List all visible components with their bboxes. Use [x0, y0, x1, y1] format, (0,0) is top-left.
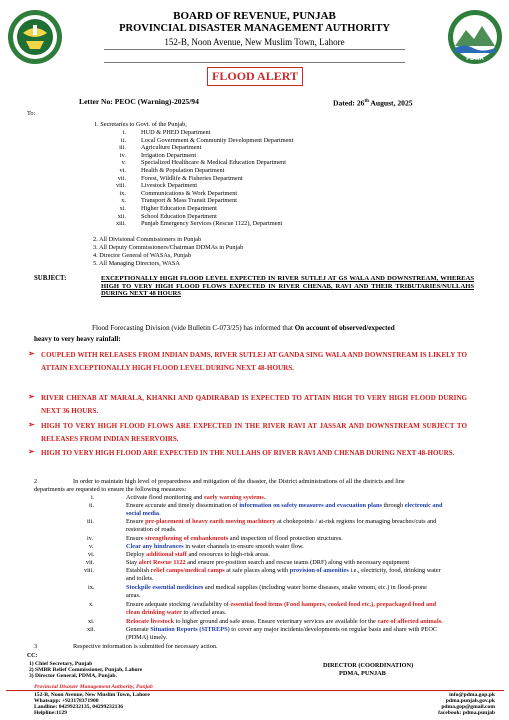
measure-vii — [126, 559, 409, 567]
letter-number: Letter No: PEOC (Warning)-2025/94 — [79, 97, 199, 106]
measure-ix — [126, 584, 427, 592]
measure-text: at chokepoints / at-risk regions for managing breaches/cuts and — [275, 518, 437, 525]
measure-text: Generate — [126, 626, 151, 633]
measure-i — [126, 494, 265, 502]
measure-highlight: essential food items (Food hampers, cooked food etc.), prepackaged food and — [230, 601, 437, 608]
recipient-md-wasa: 5. All Managing Directors, WASA — [93, 260, 180, 267]
measure-text: Ensure accurate and timely dissemination of — [126, 502, 240, 509]
department-name: HUD & PHED Department — [141, 129, 211, 136]
measure-number: xi. — [88, 618, 95, 625]
flood-alert-title: FLOOD ALERT — [207, 67, 303, 86]
alert-nullahs: HIGH TO VERY HIGH FLOOD ARE EXPECTED IN THE NULLAHS OF RIVER RAVI AND CHENAB DURING NEXT 48-HOURS. — [41, 449, 455, 457]
measure-ii-cont — [126, 510, 161, 518]
department-name: School Education Department — [141, 212, 217, 220]
measure-number: i. — [91, 494, 95, 501]
measure-text: Activate flood monitoring and — [126, 494, 204, 501]
measure-number: viii. — [84, 567, 94, 574]
cc-item: 2) SMBR Relief Commissioner, Punjab, Lahore — [29, 667, 143, 673]
measure-text: i.e., electricity, food, drinking water — [348, 567, 441, 574]
department-number: iii. — [119, 144, 126, 152]
cc-label: CC: — [27, 653, 38, 659]
footer-org: Provincial Disaster Management Authority, Punjab — [34, 684, 153, 690]
org-title-pdma: PROVINCIAL DISASTER MANAGEMENT AUTHORITY — [119, 23, 390, 34]
department-number: vii. — [117, 174, 126, 182]
intro-bold-2: heavy to very heavy rainfall: — [34, 335, 121, 343]
measure-number: iii. — [87, 518, 94, 525]
footer-helpline: Helpline:1129 — [34, 710, 67, 716]
intro-bold-1: On account of observed/expected — [294, 324, 395, 332]
department-number: v. — [121, 159, 126, 167]
para-2-line-2: departments are requested to ensure the following measures: — [34, 486, 187, 493]
measure-viii-cont: and toilets. — [126, 575, 154, 582]
measure-text: Ensure adequate stocking /availability of — [126, 601, 231, 608]
alert-chenab: RIVER CHENAB AT MARALA, KHANKI AND QADIRABAD IS EXPECTED TO ATTAIN HIGH TO VERY HIGH FLOOD DURING NEXT 36 HOURS. — [41, 394, 467, 415]
footer-facebook-link[interactable]: facebook: pdma.punjab — [438, 710, 495, 716]
letter-date — [333, 98, 413, 107]
department-number: viii. — [116, 182, 126, 190]
header-address: 152-B, Noon Avenue, New Muslim Town, Lahore — [164, 37, 345, 47]
department-name: Specialized Healthcare & Medical Education Department — [141, 159, 286, 167]
department-name: Livestock Department — [141, 182, 198, 190]
measure-text: and medical supplies (including water borne diseases, snake venom, etc.) in flood-prone — [203, 584, 427, 591]
measure-iii-cont: restoration of roads. — [126, 526, 177, 533]
department-name: Communications & Work Department — [141, 189, 238, 197]
department-number: x. — [121, 197, 126, 205]
measure-highlight: electronic and — [404, 502, 443, 509]
subject-text: EXCEPTIONALLY HIGH FLOOD LEVEL EXPECTED IN RIVER SUTLEJ AT GS WALA AND DOWNSTREAM, WHEREAS HIGH TO VERY HIGH FLOOD FLOWS EXPECTED IN RIVER CHENAB, RAVI AND THEIR TRIBUTARIES/NULLAHS DURING NEXT 48 HOURS — [101, 275, 474, 298]
measure-x — [126, 601, 436, 609]
measure-text: to affected areas. — [181, 609, 227, 616]
measure-number: iv. — [87, 535, 94, 542]
measure-highlight: alert Rescue 1122 — [138, 559, 186, 566]
date-suffix: August, 2025 — [368, 98, 413, 108]
measure-number: x. — [89, 601, 94, 608]
department-name: Local Government & Community Development Department — [141, 136, 294, 144]
arrow-icon: ➢ — [28, 447, 35, 456]
measure-xi — [126, 618, 443, 626]
para-3-number: 3 — [34, 643, 38, 650]
department-number: xi. — [119, 205, 126, 212]
footer-address: 152-B, Noon Avenue, New Muslim Town, Lahore — [34, 692, 150, 698]
department-number: iv. — [119, 151, 126, 159]
measure-text: and inspection of flood protection structures. — [228, 535, 343, 542]
measure-text: and resources to high-risk areas. — [186, 551, 270, 558]
measure-highlight: relief camps/medical camps — [150, 567, 225, 574]
department-number: i. — [122, 129, 126, 136]
to-label: To: — [27, 110, 36, 117]
signatory-title: DIRECTOR (COORDINATION) — [323, 662, 414, 669]
measure-number: vi. — [88, 551, 95, 558]
department-name: Health & Population Department — [141, 167, 225, 174]
subject-label: SUBJECT: — [34, 275, 67, 282]
measure-text: and ensure pre-position search and rescue teams (DRF) along with necessary equipment — [185, 559, 410, 566]
measure-highlight: information on safety measures and evacuation plans — [239, 502, 382, 509]
arrow-icon: ➢ — [28, 392, 35, 401]
measure-xii — [126, 626, 437, 634]
alert-ravi: HIGH TO VERY HIGH FLOOD FLOWS ARE EXPECTED IN THE RIVER RAVI AT JASSAR AND DOWNSTREAM SUBJECT TO RELEASES FROM INDIAN RESERVOIRS. — [41, 422, 467, 443]
arrow-icon: ➢ — [28, 349, 35, 358]
measure-xii-cont: (PDMA) timely. — [126, 634, 168, 641]
measure-highlight: care of affected animals. — [377, 618, 443, 625]
para-3-text: Respective information is submitted for necessary action. — [73, 643, 218, 650]
pdma-logo — [446, 8, 504, 66]
measure-vi — [126, 551, 270, 559]
measure-highlight: clean drinking water — [126, 609, 182, 616]
measure-highlight: early warning systems. — [204, 494, 266, 501]
cc-item: 1) Chief Secretary, Punjab — [29, 661, 93, 667]
measure-text: Ensure — [126, 535, 146, 542]
footer-website-link[interactable]: pdma.punjab.gov.pk — [445, 698, 495, 704]
measure-highlight: strengthening of embankments — [145, 535, 229, 542]
measure-highlight: additional staff — [146, 551, 187, 558]
measure-number: xii. — [87, 626, 96, 633]
measure-number: v. — [89, 543, 94, 550]
measure-number: vii. — [86, 559, 95, 566]
department-number: ii. — [120, 136, 126, 144]
department-number: ix. — [119, 189, 126, 197]
measure-iii — [126, 518, 436, 526]
measure-text: Stay — [126, 559, 139, 566]
date-prefix: Dated: 26 — [333, 98, 365, 108]
para-2-number: 2 — [34, 478, 38, 485]
footer-email-link[interactable]: info@pdma.gop.pk — [449, 692, 495, 698]
intro-plain: Flood Forecasting Division (vide Bulletin C-073/25) has informed that — [92, 324, 295, 332]
footer-gmail-link[interactable]: pdma.gop@gmail.com — [441, 704, 495, 710]
department-name: Punjab Emergency Services (Rescue 1122), Department — [141, 220, 283, 228]
department-number: xii. — [117, 212, 126, 220]
footer-landline: Landline: 04299232135, 04299232136 — [34, 704, 124, 710]
measure-text: in water channels to ensure smooth water flow. — [183, 543, 304, 550]
measure-text: at safe places along with — [224, 567, 290, 574]
measure-iv — [126, 535, 343, 543]
measure-ii — [126, 502, 443, 510]
footer-divider — [6, 690, 504, 691]
measure-ix-cont: areas. — [126, 592, 141, 599]
measure-text: Establish — [126, 567, 151, 574]
footer-whatsapp: Whatsapp: +923178371900 — [34, 698, 99, 704]
measure-text: to higher ground and safe areas. Ensure veterinary services are available for the — [174, 618, 378, 625]
measure-highlight: Situation Reports (SITREPS) — [150, 626, 230, 633]
recipient-dg-wasa: 4. Director General of WASAs, Punjab — [93, 252, 191, 259]
para-2-line-1: In order to maintain high level of preparedness and mitigation of the disaster, the District administrations of all the districts and line — [73, 478, 405, 485]
cc-item: 3) Director General, PDMA, Punjab. — [29, 673, 117, 679]
department-name: Irrigation Department — [141, 151, 197, 159]
measure-text: Deploy — [126, 551, 147, 558]
department-name: Higher Education Department — [141, 205, 217, 212]
measure-highlight: provision of amenities — [289, 567, 349, 574]
measure-viii — [126, 567, 441, 575]
measure-highlight: social media — [126, 510, 160, 517]
department-name: Agriculture Department — [141, 144, 202, 152]
measure-highlight: pre-placement of heavy earth moving machinery — [145, 518, 276, 525]
org-title-board: BOARD OF REVENUE, PUNJAB — [173, 10, 336, 22]
department-number: xiii. — [116, 220, 126, 228]
measure-text: Ensure — [126, 518, 146, 525]
department-name: Transport & Mass Transit Department — [141, 197, 237, 205]
pdma-logo-text: PDMA — [466, 56, 484, 62]
measure-highlight: Stockpile essential medicines — [126, 584, 204, 591]
measure-highlight: Clear any hindrances — [126, 543, 184, 550]
department-name: Forest, Wildlife & Fisheries Department — [141, 174, 243, 182]
measure-text: to cover any major incidents/developments on regular basis and share with PEOC — [229, 626, 438, 633]
date-sup: th — [364, 99, 369, 104]
measure-number: ii. — [89, 502, 95, 509]
arrow-icon: ➢ — [28, 420, 35, 429]
department-number: vi. — [119, 167, 126, 174]
measure-text: . — [159, 510, 161, 517]
recipient-commissioners: 2. All Divisional Commissioners in Punjab — [93, 236, 202, 243]
measure-v — [126, 543, 304, 551]
header-divider-2 — [104, 62, 405, 63]
intro-line — [92, 325, 395, 333]
measure-x-cont — [126, 609, 226, 617]
signatory-org: PDMA, PUNJAB — [339, 670, 386, 677]
alert-sutlej: COUPLED WITH RELEASES FROM INDIAN DAMS, RIVER SUTLEJ AT GANDA SING WALA AND DOWNSTREAM IS LIKELY TO ATTAIN EXCEPTIONALLY HIGH FLOOD LEVEL DURING NEXT 48-HOURS. — [41, 351, 467, 372]
header-divider — [104, 49, 405, 50]
measure-highlight: Relocate livestock — [126, 618, 175, 625]
measure-text: through — [381, 502, 405, 509]
recipient-deputy-commissioners: 3. All Deputy Commissioners/Chairman DDMAs in Punjab — [93, 244, 244, 251]
measure-number: ix. — [88, 584, 95, 591]
recipient-secretaries: 1. Secretaries to Govt. of the Punjab, — [94, 121, 187, 128]
